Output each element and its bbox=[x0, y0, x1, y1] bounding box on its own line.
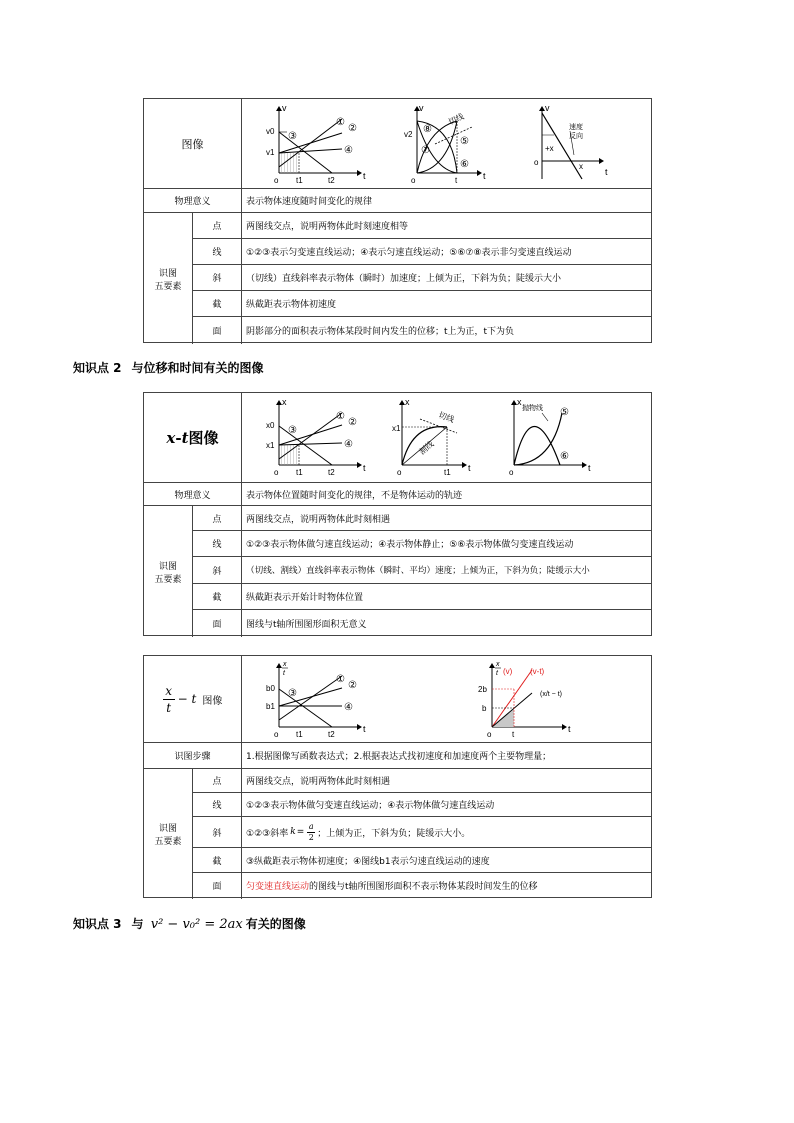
row-label-text: 面 bbox=[212, 882, 222, 892]
row-text bbox=[242, 769, 651, 792]
row-text-value: （切线、割线）直线斜率表示物体（瞬时、平均）速度；上倾为正，下斜为负；陡缓示大小 bbox=[246, 566, 590, 576]
meaning-text bbox=[242, 483, 651, 505]
graph2-axis-y: v bbox=[419, 103, 424, 113]
graph1-t1: t1 bbox=[296, 730, 303, 739]
x-over-t-graph-linear bbox=[266, 661, 366, 739]
row-label bbox=[193, 817, 241, 847]
row-text bbox=[242, 291, 651, 316]
row-label bbox=[193, 317, 241, 343]
graph1-n3: ③ bbox=[288, 688, 297, 699]
slope-numerator: a bbox=[308, 821, 314, 831]
steps-text-value: 1.根据图像写函数表达式；2.根据表达式找初速度和加速度两个主要物理量； bbox=[246, 752, 552, 762]
slope-fraction bbox=[307, 823, 315, 842]
row-label bbox=[193, 506, 241, 530]
five-elements-label-2: 五要素 bbox=[154, 281, 182, 292]
graph1-t2: t2 bbox=[328, 730, 335, 739]
row-text-value: ①②③表示匀变速直线运动；④表示匀速直线运动；⑤⑥⑦⑧表示非匀变速直线运动 bbox=[246, 248, 572, 258]
graph1-y-numerator: x bbox=[283, 661, 287, 668]
row-text bbox=[242, 848, 651, 872]
graph2-secant-label: 割线 bbox=[417, 439, 436, 457]
row-label-text: 斜 bbox=[212, 828, 222, 839]
row-text-value: （切线）直线斜率表示物体（瞬时）加速度；上倾为正，下斜为负；陡缓示大小 bbox=[246, 274, 562, 284]
row-label-text: 截 bbox=[212, 593, 222, 603]
row-label-text: 点 bbox=[212, 514, 222, 525]
graph1-v0: v0 bbox=[266, 127, 275, 136]
graph1-n3: ③ bbox=[288, 131, 297, 142]
graph1-origin: o bbox=[274, 176, 279, 185]
graph1-n2: ② bbox=[348, 680, 357, 691]
row-text bbox=[242, 873, 651, 898]
graph1-axis-y: v bbox=[282, 103, 287, 113]
graph1-n1: ① bbox=[336, 117, 345, 128]
row-label bbox=[193, 213, 241, 238]
section-3-prefix: 与 bbox=[131, 917, 144, 931]
row-label bbox=[193, 531, 241, 556]
graph3-plus-x: +x bbox=[545, 144, 554, 153]
steps-label bbox=[144, 743, 241, 768]
section-heading-3 bbox=[73, 915, 306, 932]
graph2-t1: t1 bbox=[444, 468, 451, 477]
row-label-text: 斜 bbox=[212, 274, 222, 284]
row-label-text: 截 bbox=[212, 300, 222, 310]
graph1-y-denominator: t bbox=[283, 670, 285, 677]
graph2-v2: v2 bbox=[404, 130, 413, 139]
graph2-axis-x: t bbox=[483, 171, 486, 181]
row-text-value: 图线与t轴所围图形面积无意义 bbox=[246, 619, 367, 630]
row-text-value: 阴影部分的面积表示物体某段时间内发生的位移；t上为正，t下为负 bbox=[246, 326, 515, 337]
graph2-2b: 2b bbox=[478, 685, 487, 694]
row-label bbox=[193, 848, 241, 872]
row-label-text: 面 bbox=[212, 619, 222, 630]
minus-t: − t bbox=[177, 692, 197, 706]
row-label-text: 点 bbox=[212, 777, 222, 787]
graph1-axis-x: t bbox=[363, 724, 366, 734]
fraction-denominator: t bbox=[166, 700, 172, 715]
table-x-over-t bbox=[143, 655, 652, 898]
graph2-vt-label: (v-t) bbox=[530, 667, 545, 676]
graph2-y-denominator: t bbox=[496, 670, 498, 677]
v-t-graph-linear bbox=[266, 103, 366, 185]
row-text-value: 两图线交点，说明两物体此时刻相遇 bbox=[246, 777, 391, 787]
graph3-axis-y: x bbox=[517, 397, 522, 407]
graph2-axis-x: t bbox=[568, 724, 571, 734]
graph2-b: b bbox=[482, 704, 487, 713]
row-label bbox=[193, 793, 241, 816]
row-text bbox=[242, 531, 651, 556]
row-label-text: 截 bbox=[212, 856, 222, 867]
row-label-text: 线 bbox=[212, 801, 222, 811]
x-t-title-dash: - bbox=[175, 429, 182, 447]
graph1-t1: t1 bbox=[296, 468, 303, 477]
graph2-x1: x1 bbox=[392, 424, 401, 433]
x-over-t-graphs bbox=[242, 656, 651, 742]
graph3-n5: ⑤ bbox=[560, 407, 569, 418]
graph2-tangent-label: 切线 bbox=[437, 410, 456, 425]
graph3-origin: o bbox=[509, 468, 514, 477]
graph1-n4: ④ bbox=[344, 145, 353, 156]
five-elements-label bbox=[144, 769, 192, 899]
graph2-y-numerator: x bbox=[496, 661, 500, 668]
graph1-n2: ② bbox=[348, 123, 357, 134]
graph2-t: t bbox=[455, 176, 458, 185]
five-elements-label-1: 识图 bbox=[158, 561, 177, 572]
v-t-graphs bbox=[242, 99, 651, 188]
row-label bbox=[193, 873, 241, 898]
row-text-value: 的图线与t轴所围图形面积不表示物体某段时间发生的位移 bbox=[309, 882, 538, 892]
graph3-x: x bbox=[579, 162, 583, 171]
graph2-origin: o bbox=[397, 468, 402, 477]
x-t-graphs bbox=[242, 393, 651, 482]
graph2-t: t bbox=[512, 730, 515, 739]
graph1-axis-x: t bbox=[363, 171, 366, 181]
slope-text-a: ①②③斜率 bbox=[246, 828, 289, 839]
row-text bbox=[242, 817, 651, 847]
row-text-value: ①②③表示物体做匀速直线运动；④表示物体静止；⑤⑥表示物体做匀变速直线运动 bbox=[246, 540, 574, 550]
x-t-title-x: x bbox=[166, 429, 176, 447]
graph3-direction-1: 速度 bbox=[569, 124, 583, 131]
graph3-origin: o bbox=[534, 158, 539, 167]
graph1-axis-y: x bbox=[282, 397, 287, 407]
row-label bbox=[193, 265, 241, 290]
row-text-red: 匀变速直线运动 bbox=[246, 882, 310, 892]
graph1-x0: x0 bbox=[266, 421, 275, 430]
graph2-axis-x: t bbox=[468, 463, 471, 473]
graph1-n3: ③ bbox=[288, 425, 297, 436]
x-t-graph-linear bbox=[266, 397, 366, 477]
row-text-value: ③纵截距表示物体初速度；④图线b1表示匀速直线运动的速度 bbox=[246, 856, 490, 867]
row-label-text: 点 bbox=[212, 222, 222, 232]
meaning-label-text: 物理意义 bbox=[174, 490, 211, 501]
section-2-title: 与位移和时间有关的图像 bbox=[131, 361, 264, 375]
graph1-n1: ① bbox=[336, 674, 345, 685]
meaning-text-value: 表示物体位置随时间变化的规律，不是物体运动的轨迹 bbox=[246, 490, 463, 501]
graph1-origin: o bbox=[274, 730, 279, 739]
meaning-label bbox=[144, 189, 241, 212]
graph1-origin: o bbox=[274, 468, 279, 477]
graph1-b0: b0 bbox=[266, 684, 275, 693]
graph1-n1: ① bbox=[336, 411, 345, 422]
row-text bbox=[242, 213, 651, 238]
row-text bbox=[242, 317, 651, 343]
row-label bbox=[193, 769, 241, 792]
graph2-n5: ⑤ bbox=[460, 136, 469, 147]
steps-text bbox=[242, 743, 651, 768]
graph3-parabola-label: 抛物线 bbox=[522, 405, 543, 412]
graph2-v-label: (v) bbox=[503, 667, 513, 676]
graph3-n6: ⑥ bbox=[560, 451, 569, 462]
graph3-axis-x: t bbox=[588, 463, 591, 473]
graph1-b1: b1 bbox=[266, 702, 275, 711]
graph3-axis-x: t bbox=[605, 167, 608, 177]
five-elements-label-1: 识图 bbox=[158, 824, 177, 834]
row-text-value: 两图线交点，说明两物体此时刻速度相等 bbox=[246, 222, 409, 232]
x-t-title-t: t bbox=[181, 429, 189, 447]
row-text-value: ①②③表示物体做匀变速直线运动；④表示物体做匀速直线运动 bbox=[246, 801, 495, 811]
section-3-formula: v² − v₀² = 2ax bbox=[150, 917, 243, 932]
row-label-text: 斜 bbox=[212, 566, 222, 577]
graph2-tangent-label: 切线 bbox=[447, 111, 466, 127]
row-text bbox=[242, 506, 651, 530]
slope-equals: = bbox=[296, 827, 305, 837]
five-elements-label-1: 识图 bbox=[158, 268, 177, 279]
section-3-suffix: 有关的图像 bbox=[245, 917, 306, 931]
graph1-t2: t2 bbox=[328, 468, 335, 477]
row-text-value: 纵截距表示物体初速度 bbox=[246, 300, 337, 310]
meaning-label bbox=[144, 483, 241, 505]
x-over-t-graph-compare bbox=[478, 661, 571, 739]
row-label bbox=[193, 610, 241, 636]
v-t-graph-reverse bbox=[534, 103, 608, 179]
header-title bbox=[144, 393, 241, 482]
five-elements-label bbox=[144, 213, 192, 344]
meaning-text bbox=[242, 189, 651, 212]
header-label-text: 图像 bbox=[181, 137, 204, 151]
five-elements-label-2: 五要素 bbox=[154, 574, 182, 585]
row-label-text: 线 bbox=[212, 248, 222, 258]
graph1-t2: t2 bbox=[328, 176, 335, 185]
row-text-value: 纵截距表示开始计时物体位置 bbox=[246, 593, 364, 603]
graph2-n8: ⑧ bbox=[423, 124, 432, 135]
graph1-axis-x: t bbox=[363, 463, 366, 473]
header-title bbox=[144, 656, 241, 742]
row-text bbox=[242, 793, 651, 816]
slope-text-b: ；上倾为正，下斜为负；陡缓示大小。 bbox=[317, 828, 471, 839]
graph2-origin: o bbox=[411, 176, 416, 185]
graph2-xt-label: (x/t − t) bbox=[540, 691, 562, 698]
slope-denominator: 2 bbox=[308, 832, 314, 842]
row-label bbox=[193, 291, 241, 316]
row-label-text: 线 bbox=[212, 540, 222, 550]
row-text-value: 两图线交点，说明两物体此时刻相遇 bbox=[246, 514, 391, 525]
meaning-text-value: 表示物体速度随时间变化的规律 bbox=[246, 197, 373, 207]
row-text bbox=[242, 265, 651, 290]
steps-label-text: 识图步骤 bbox=[174, 752, 211, 762]
row-label bbox=[193, 239, 241, 264]
graph1-t1: t1 bbox=[296, 176, 303, 185]
row-text bbox=[242, 584, 651, 609]
graph1-n4: ④ bbox=[344, 702, 353, 713]
slope-k: k bbox=[290, 827, 296, 837]
table-v-t bbox=[143, 98, 652, 343]
five-elements-label bbox=[144, 506, 192, 637]
x-t-title-image: 图像 bbox=[188, 429, 219, 447]
section-3-label: 知识点 3 bbox=[73, 917, 122, 931]
graph3-axis-y: v bbox=[545, 103, 550, 113]
row-label bbox=[193, 557, 241, 583]
graph1-n4: ④ bbox=[344, 439, 353, 450]
section-2-label: 知识点 2 bbox=[73, 361, 122, 375]
graph3-direction-2: 反向 bbox=[569, 133, 583, 140]
row-text bbox=[242, 610, 651, 636]
fraction-numerator: x bbox=[165, 683, 173, 698]
graph1-v1: v1 bbox=[266, 148, 275, 157]
graph1-n2: ② bbox=[348, 417, 357, 428]
graph1-x1: x1 bbox=[266, 441, 275, 450]
row-label-text: 面 bbox=[212, 326, 222, 337]
graph2-axis-y: x bbox=[405, 397, 410, 407]
meaning-label-text: 物理意义 bbox=[174, 197, 211, 207]
x-over-t-fraction bbox=[163, 685, 175, 714]
graph2-origin: o bbox=[487, 730, 492, 739]
graph2-n7: ⑦ bbox=[421, 145, 430, 156]
row-text bbox=[242, 557, 651, 583]
section-heading-2 bbox=[73, 359, 264, 376]
x-t-title bbox=[166, 427, 218, 448]
header-label-text: 图像 bbox=[202, 695, 223, 707]
header-label bbox=[144, 99, 241, 188]
v-t-graph-curves bbox=[404, 103, 486, 185]
row-text bbox=[242, 239, 651, 264]
five-elements-label-2: 五要素 bbox=[154, 837, 182, 847]
x-t-graph-parabola bbox=[509, 397, 591, 477]
x-t-graph-tangent-secant bbox=[392, 397, 471, 477]
table-x-t bbox=[143, 392, 652, 636]
graph2-n6: ⑥ bbox=[460, 159, 469, 170]
row-label bbox=[193, 584, 241, 609]
